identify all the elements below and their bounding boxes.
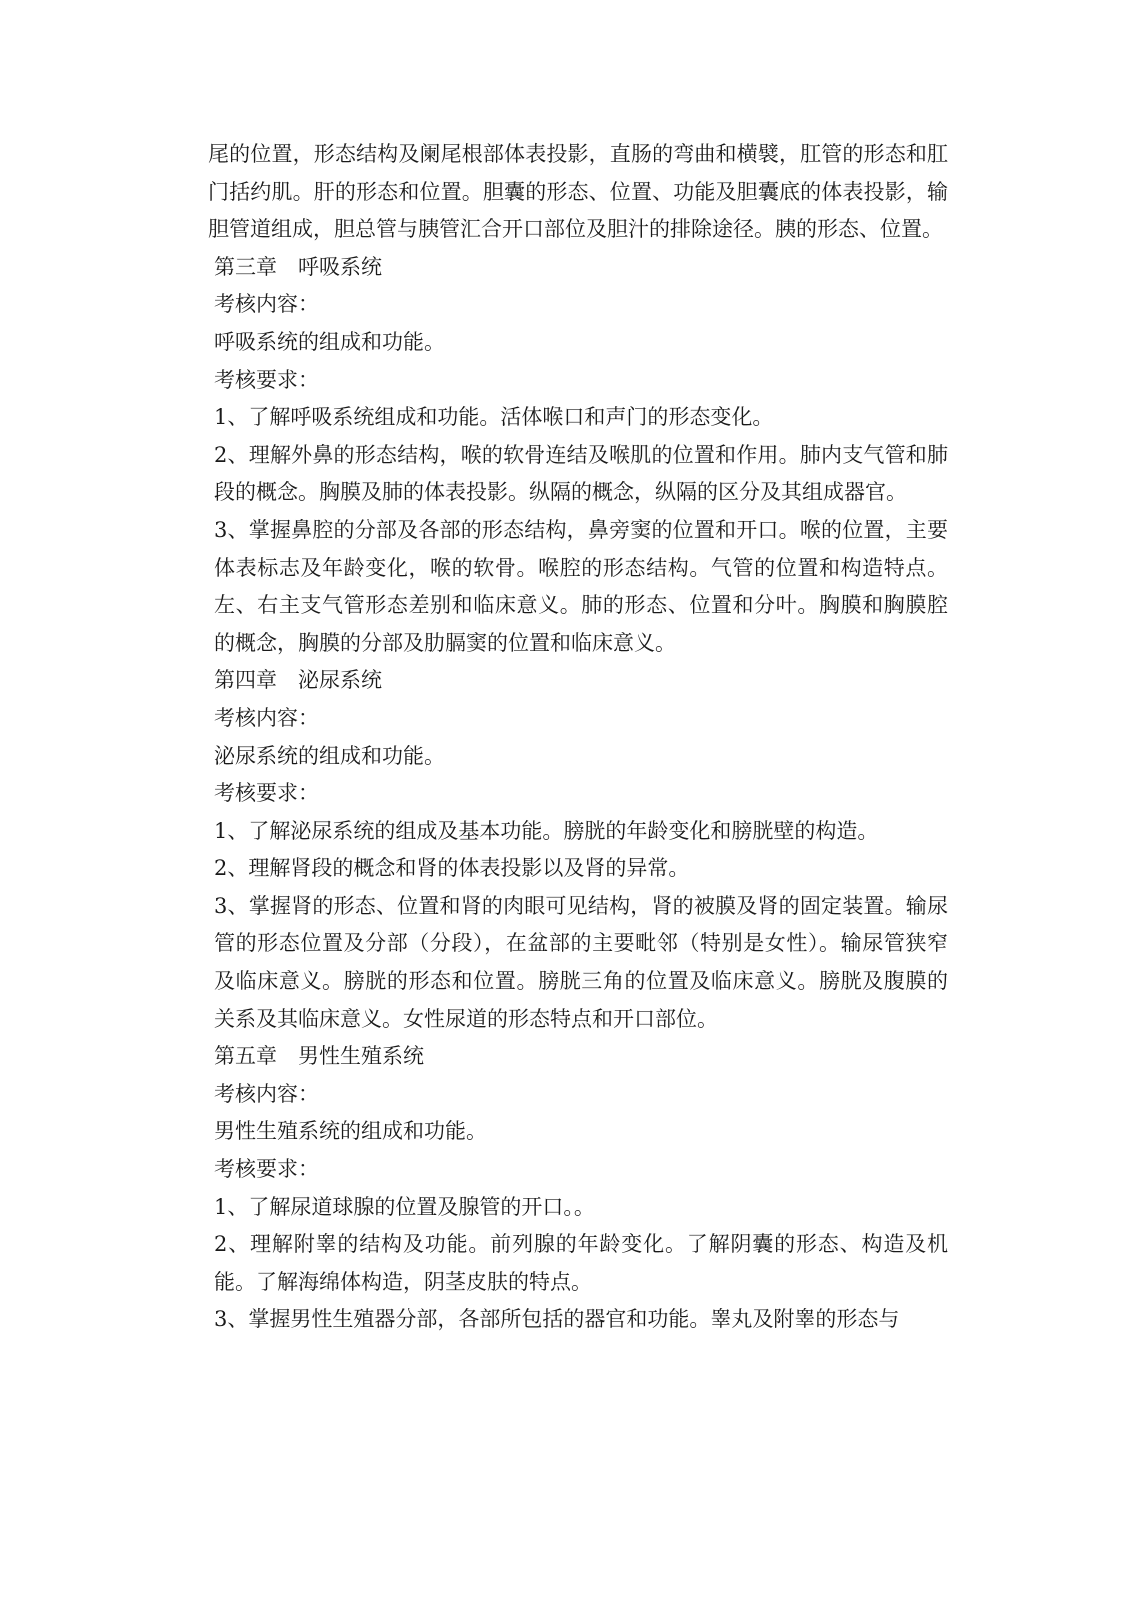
requirement-item-master: 3、掌握男性生殖器分部，各部所包括的器官和功能。睾丸及附睾的形态与 [214,1307,900,1332]
requirement-item-comprehend: 2、理解肾段的概念和肾的体表投影以及肾的异常。 [214,856,690,881]
paragraph-urinary-content: 泌尿系统的组成和功能。 [214,743,445,768]
requirement-item-understand: 1、了解尿道球腺的位置及腺管的开口。。 [214,1194,595,1219]
section-label-requirements: 考核要求： [214,781,319,806]
chapter-heading-respiratory: 第三章 呼吸系统 [214,254,382,279]
requirement-item-comprehend: 2、理解附睾的结构及功能。前列腺的年龄变化。了解阴囊的形态、构造及机能。了解海绵体构造，阴茎皮肤的特点。 [214,1232,948,1294]
section-label-content: 考核内容： [214,292,319,317]
section-label-content: 考核内容： [214,705,319,730]
requirement-item-master: 3、掌握肾的形态、位置和肾的肉眼可见结构，肾的被膜及肾的固定装置。输尿管的形态位置及分部（分段），在盆部的主要毗邻（特别是女性）。输尿管狭窄及临床意义。膀胱的形态和位置。膀胱三角的位置及临床意义。膀胱及腹膜的关系及其临床意义。女性尿道的形态特点和开口部位。 [214,893,948,1031]
section-label-content: 考核内容： [214,1081,319,1106]
requirement-item-understand: 1、了解呼吸系统组成和功能。活体喉口和声门的形态变化。 [214,405,774,430]
document-body [208,136,948,1339]
section-label-requirements: 考核要求： [214,1157,319,1182]
chapter-heading-male-reproductive: 第五章 男性生殖系统 [214,1044,424,1069]
requirement-item-master: 3、掌握鼻腔的分部及各部的形态结构，鼻旁窦的位置和开口。喉的位置，主要体表标志及年龄变化，喉的软骨。喉腔的形态结构。气管的位置和构造特点。左、右主支气管形态差别和临床意义。肺的形态、位置和分叶。胸膜和胸膜腔的概念，胸膜的分部及肋膈窦的位置和临床意义。 [214,517,948,655]
requirement-item-understand: 1、了解泌尿系统的组成及基本功能。膀胱的年龄变化和膀胱壁的构造。 [214,818,879,843]
paragraph-male-reproductive-content: 男性生殖系统的组成和功能。 [214,1119,487,1144]
chapter-heading-urinary: 第四章 泌尿系统 [214,668,382,693]
paragraph-respiratory-content: 呼吸系统的组成和功能。 [214,329,445,354]
section-label-requirements: 考核要求： [214,367,319,392]
paragraph-digestive-continued: 尾的位置，形态结构及阑尾根部体表投影，直肠的弯曲和横襞，肛管的形态和肛门括约肌。肝的形态和位置。胆囊的形态、位置、功能及胆囊底的体表投影，输胆管道组成，胆总管与胰管汇合开口部位及胆汁的排除途径。胰的形态、位置。 [208,142,948,242]
requirement-item-comprehend: 2、理解外鼻的形态结构，喉的软骨连结及喉肌的位置和作用。肺内支气管和肺段的概念。胸膜及肺的体表投影。纵隔的概念，纵隔的区分及其组成器官。 [214,442,948,505]
